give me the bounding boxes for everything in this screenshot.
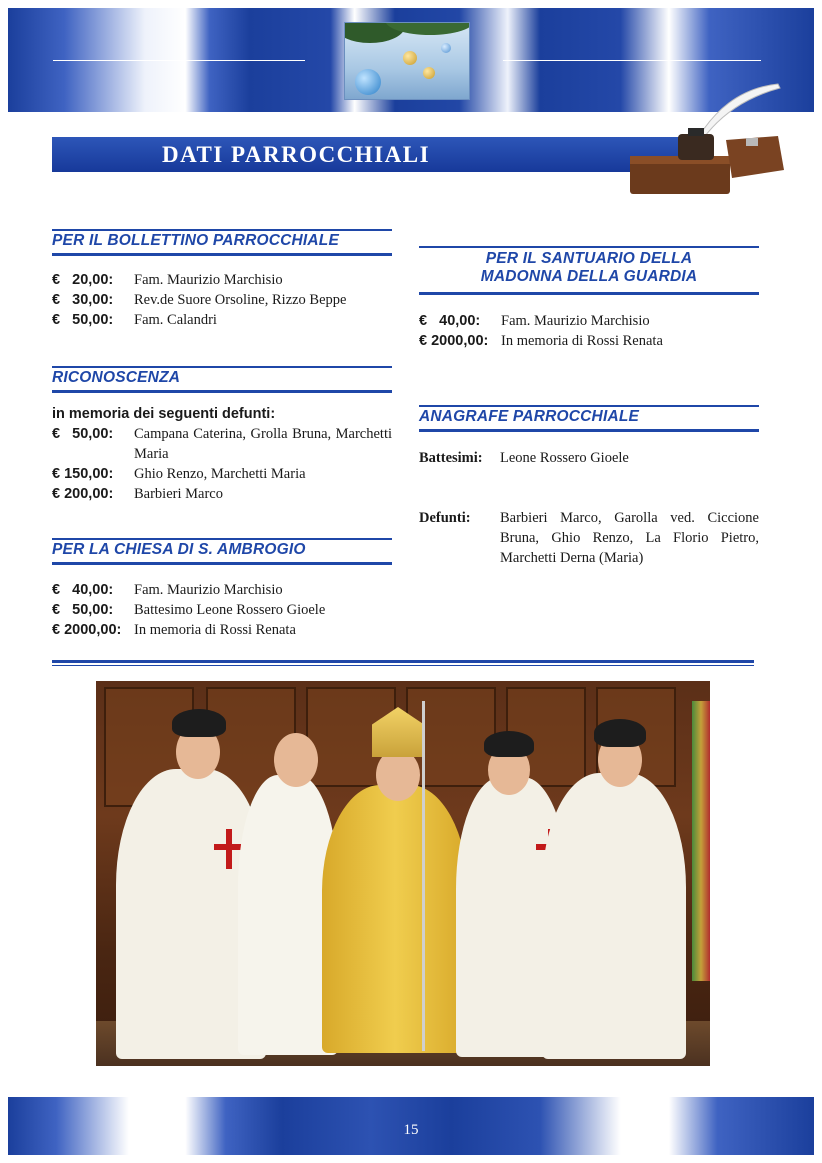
section-heading-anagrafe: ANAGRAFE PARROCCHIALE <box>419 405 759 432</box>
anagrafe-battesimi <box>419 448 759 468</box>
list-item: € 40,00: Fam. Maurizio Marchisio <box>419 313 650 329</box>
list-item: € 50,00: Campana Caterina, Grolla Bruna, Marchetti Maria <box>52 426 392 462</box>
list-item: € 200,00: Barbieri Marco <box>52 486 223 502</box>
riconoscenza-intro: in memoria dei seguenti defunti: <box>52 406 276 422</box>
list-item: € 150,00: Ghio Renzo, Marchetti Maria <box>52 466 306 482</box>
christmas-ornament-image <box>344 22 470 100</box>
defunti-text: Barbieri Marco, Garolla ved. Ciccione Bruna, Ghio Renzo, La Florio Pietro, Marchetti Derna (Maria) <box>500 510 759 566</box>
list-item: € 2000,00: In memoria di Rossi Renata <box>419 333 663 349</box>
anagrafe-defunti <box>419 508 759 568</box>
list-item: € 20,00: Fam. Maurizio Marchisio <box>52 272 283 288</box>
battesimi-text: Leone Rossero Gioele <box>500 450 629 466</box>
section-heading-ambrogio: PER LA CHIESA DI S. AMBROGIO <box>52 538 392 565</box>
ambrogio-list <box>52 580 392 640</box>
battesimi-label: Battesimi: <box>419 450 483 466</box>
section-heading-riconoscenza: RICONOSCENZA <box>52 366 392 393</box>
header-rule-right <box>503 60 761 61</box>
list-item: € 30,00: Rev.de Suore Orsoline, Rizzo Beppe <box>52 292 347 308</box>
list-item: € 40,00: Fam. Maurizio Marchisio <box>52 582 283 598</box>
bollettino-list <box>52 270 392 330</box>
group-photo <box>96 681 710 1066</box>
page-number: 15 <box>403 1122 419 1138</box>
santuario-list <box>419 311 759 351</box>
defunti-label: Defunti: <box>419 510 471 526</box>
section-heading-bollettino: PER IL BOLLETTINO PARROCCHIALE <box>52 229 392 256</box>
list-item: € 2000,00: In memoria di Rossi Renata <box>52 622 296 638</box>
riconoscenza-list <box>52 404 392 504</box>
inkwell-quill-icon <box>618 78 788 200</box>
list-item: € 50,00: Fam. Calandri <box>52 312 217 328</box>
divider-thin <box>52 665 754 666</box>
section-heading-santuario: PER IL SANTUARIO DELLA MADONNA DELLA GUARDIA <box>419 246 759 295</box>
divider <box>52 660 754 663</box>
list-item: € 50,00: Battesimo Leone Rossero Gioele <box>52 602 326 618</box>
header-rule-left <box>53 60 305 61</box>
page-title: DATI PARROCCHIALI <box>52 137 680 172</box>
